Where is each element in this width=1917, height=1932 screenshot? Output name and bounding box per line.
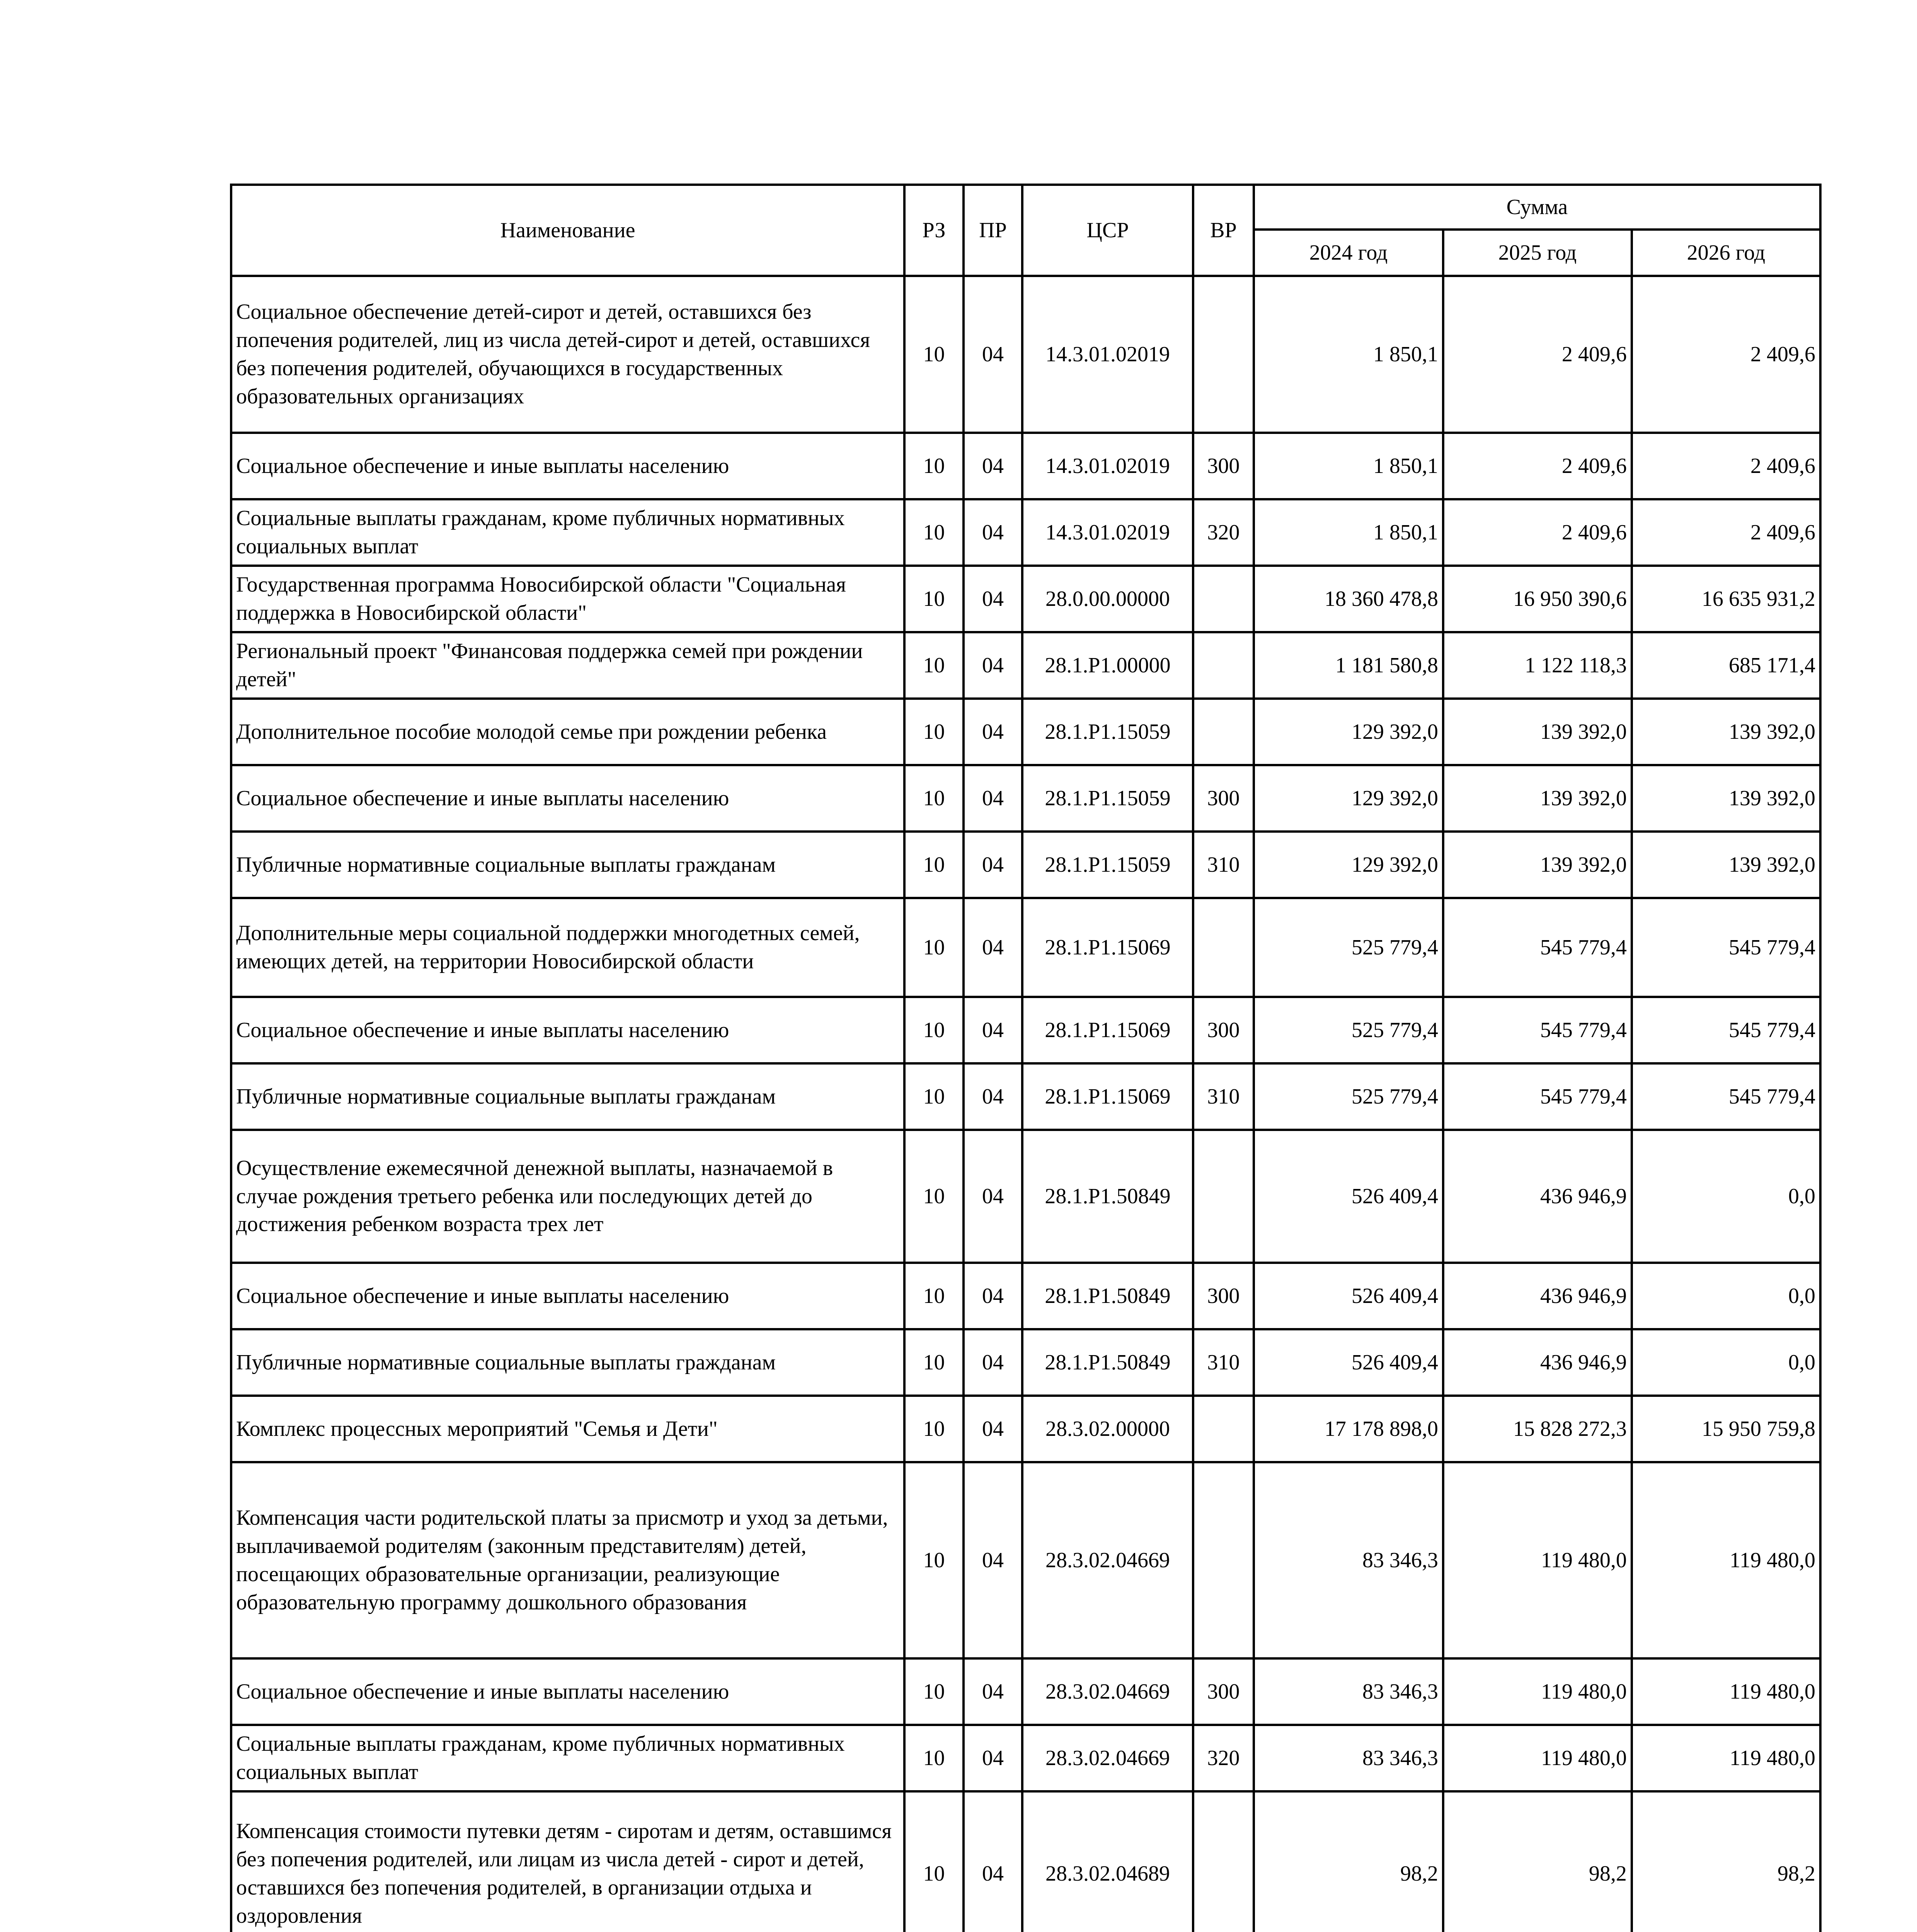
cell-2026: 119 480,0: [1632, 1725, 1820, 1791]
table-row: [231, 499, 1820, 566]
budget-table: [230, 184, 1822, 1932]
cell-2025: 2 409,6: [1443, 276, 1632, 433]
cell-pr: 04: [964, 1791, 1022, 1932]
cell-rz: 10: [904, 1791, 964, 1932]
cell-2025: 2 409,6: [1443, 433, 1632, 499]
cell-name: Компенсация стоимости путевки детям - сиротам и детям, оставшимся без попечения родителей, или лицам из числа детей - сирот и детей, оставшихся без попечения родителей, в организации отдыха и оздоровления: [231, 1791, 904, 1932]
cell-csr: 14.3.01.02019: [1022, 433, 1193, 499]
cell-rz: 10: [904, 1725, 964, 1791]
table-row: [231, 1791, 1820, 1932]
cell-rz: 10: [904, 1130, 964, 1263]
header-vr: ВР: [1193, 185, 1254, 276]
cell-rz: 10: [904, 433, 964, 499]
cell-2026: 2 409,6: [1632, 499, 1820, 566]
cell-pr: 04: [964, 699, 1022, 765]
cell-2024: 129 392,0: [1254, 699, 1443, 765]
cell-2024: 526 409,4: [1254, 1130, 1443, 1263]
cell-2025: 436 946,9: [1443, 1263, 1632, 1329]
cell-name: Компенсация части родительской платы за присмотр и уход за детьми, выплачиваемой родителям (законным представителям) детей, посещающих образовательные организации, реализующие образовательную программу дошкольного образования: [231, 1462, 904, 1658]
cell-2024: 525 779,4: [1254, 898, 1443, 997]
cell-name: Дополнительные меры социальной поддержки многодетных семей, имеющих детей, на территории Новосибирской области: [231, 898, 904, 997]
cell-2026: 0,0: [1632, 1130, 1820, 1263]
cell-pr: 04: [964, 898, 1022, 997]
cell-2024: 83 346,3: [1254, 1658, 1443, 1725]
cell-2026: 119 480,0: [1632, 1462, 1820, 1658]
cell-pr: 04: [964, 566, 1022, 632]
cell-pr: 04: [964, 1462, 1022, 1658]
table-row: [231, 898, 1820, 997]
cell-name: Социальное обеспечение детей-сирот и детей, оставшихся без попечения родителей, лиц из числа детей-сирот и детей, оставшихся без попечения родителей, обучающихся в государственных образовательных организациях: [231, 276, 904, 433]
cell-vr: [1193, 1130, 1254, 1263]
cell-2025: 2 409,6: [1443, 499, 1632, 566]
cell-2024: 526 409,4: [1254, 1263, 1443, 1329]
cell-2026: 0,0: [1632, 1263, 1820, 1329]
table-row: [231, 1658, 1820, 1725]
table-row: [231, 1725, 1820, 1791]
cell-2024: 83 346,3: [1254, 1462, 1443, 1658]
cell-vr: 300: [1193, 433, 1254, 499]
table-row: [231, 1329, 1820, 1396]
cell-2024: 98,2: [1254, 1791, 1443, 1932]
cell-2026: 545 779,4: [1632, 997, 1820, 1063]
cell-2026: 685 171,4: [1632, 632, 1820, 699]
cell-2025: 119 480,0: [1443, 1658, 1632, 1725]
cell-2025: 119 480,0: [1443, 1462, 1632, 1658]
cell-vr: [1193, 276, 1254, 433]
cell-2024: 83 346,3: [1254, 1725, 1443, 1791]
header-rz: РЗ: [904, 185, 964, 276]
header-csr: ЦСР: [1022, 185, 1193, 276]
table-row: [231, 1130, 1820, 1263]
cell-vr: [1193, 566, 1254, 632]
cell-vr: [1193, 1462, 1254, 1658]
header-pr: ПР: [964, 185, 1022, 276]
cell-csr: 28.0.00.00000: [1022, 566, 1193, 632]
table-row: [231, 566, 1820, 632]
cell-name: Социальные выплаты гражданам, кроме публичных нормативных социальных выплат: [231, 1725, 904, 1791]
cell-name: Публичные нормативные социальные выплаты гражданам: [231, 1063, 904, 1130]
cell-rz: 10: [904, 1658, 964, 1725]
cell-pr: 04: [964, 1396, 1022, 1462]
cell-name: Государственная программа Новосибирской области "Социальная поддержка в Новосибирской области": [231, 566, 904, 632]
table-row: [231, 765, 1820, 832]
cell-2025: 139 392,0: [1443, 699, 1632, 765]
cell-csr: 28.1.P1.15059: [1022, 699, 1193, 765]
cell-csr: 28.3.02.00000: [1022, 1396, 1193, 1462]
table-row: [231, 276, 1820, 433]
cell-2026: 98,2: [1632, 1791, 1820, 1932]
table-row: [231, 832, 1820, 898]
cell-csr: 28.3.02.04669: [1022, 1462, 1193, 1658]
cell-pr: 04: [964, 1130, 1022, 1263]
cell-rz: 10: [904, 1462, 964, 1658]
cell-pr: 04: [964, 1725, 1022, 1791]
cell-csr: 28.1.P1.50849: [1022, 1329, 1193, 1396]
cell-name: Дополнительное пособие молодой семье при рождении ребенка: [231, 699, 904, 765]
cell-vr: 300: [1193, 1658, 1254, 1725]
cell-2024: 1 850,1: [1254, 433, 1443, 499]
cell-name: Комплекс процессных мероприятий "Семья и Дети": [231, 1396, 904, 1462]
cell-pr: 04: [964, 433, 1022, 499]
cell-csr: 28.3.02.04669: [1022, 1725, 1193, 1791]
cell-rz: 10: [904, 632, 964, 699]
cell-vr: [1193, 699, 1254, 765]
cell-vr: 310: [1193, 1329, 1254, 1396]
cell-2024: 129 392,0: [1254, 765, 1443, 832]
cell-csr: 28.1.P1.15069: [1022, 1063, 1193, 1130]
cell-vr: 300: [1193, 1263, 1254, 1329]
cell-2024: 525 779,4: [1254, 997, 1443, 1063]
cell-2025: 15 828 272,3: [1443, 1396, 1632, 1462]
table-row: [231, 1063, 1820, 1130]
cell-vr: 300: [1193, 997, 1254, 1063]
cell-vr: [1193, 1396, 1254, 1462]
cell-2024: 1 850,1: [1254, 276, 1443, 433]
cell-rz: 10: [904, 499, 964, 566]
cell-rz: 10: [904, 276, 964, 433]
cell-pr: 04: [964, 832, 1022, 898]
cell-csr: 28.1.P1.50849: [1022, 1263, 1193, 1329]
table-header: [231, 185, 1820, 276]
cell-2025: 119 480,0: [1443, 1725, 1632, 1791]
cell-name: Социальное обеспечение и иные выплаты населению: [231, 1658, 904, 1725]
cell-csr: 28.3.02.04669: [1022, 1658, 1193, 1725]
table-row: [231, 632, 1820, 699]
cell-csr: 28.3.02.04689: [1022, 1791, 1193, 1932]
cell-2025: 436 946,9: [1443, 1329, 1632, 1396]
cell-csr: 28.1.P1.15059: [1022, 765, 1193, 832]
cell-vr: [1193, 632, 1254, 699]
cell-2024: 17 178 898,0: [1254, 1396, 1443, 1462]
cell-rz: 10: [904, 832, 964, 898]
cell-2025: 545 779,4: [1443, 1063, 1632, 1130]
cell-vr: 310: [1193, 1063, 1254, 1130]
cell-vr: 320: [1193, 499, 1254, 566]
cell-2026: 0,0: [1632, 1329, 1820, 1396]
cell-name: Региональный проект "Финансовая поддержка семей при рождении детей": [231, 632, 904, 699]
cell-2026: 119 480,0: [1632, 1658, 1820, 1725]
cell-pr: 04: [964, 632, 1022, 699]
cell-2024: 18 360 478,8: [1254, 566, 1443, 632]
cell-pr: 04: [964, 1658, 1022, 1725]
cell-csr: 28.1.P1.50849: [1022, 1130, 1193, 1263]
cell-2025: 16 950 390,6: [1443, 566, 1632, 632]
cell-pr: 04: [964, 499, 1022, 566]
cell-rz: 10: [904, 1396, 964, 1462]
cell-2025: 545 779,4: [1443, 997, 1632, 1063]
header-year-2026: 2026 год: [1632, 230, 1820, 276]
cell-pr: 04: [964, 1263, 1022, 1329]
header-year-2024: 2024 год: [1254, 230, 1443, 276]
cell-rz: 10: [904, 1063, 964, 1130]
cell-2025: 545 779,4: [1443, 898, 1632, 997]
cell-2024: 525 779,4: [1254, 1063, 1443, 1130]
header-sum: Сумма: [1254, 185, 1820, 230]
cell-2026: 545 779,4: [1632, 1063, 1820, 1130]
cell-pr: 04: [964, 765, 1022, 832]
cell-2024: 1 181 580,8: [1254, 632, 1443, 699]
cell-vr: [1193, 898, 1254, 997]
cell-csr: 28.1.P1.15059: [1022, 832, 1193, 898]
cell-csr: 28.1.P1.15069: [1022, 898, 1193, 997]
cell-csr: 14.3.01.02019: [1022, 499, 1193, 566]
cell-2026: 2 409,6: [1632, 276, 1820, 433]
cell-2025: 139 392,0: [1443, 765, 1632, 832]
cell-2026: 2 409,6: [1632, 433, 1820, 499]
cell-name: Публичные нормативные социальные выплаты гражданам: [231, 1329, 904, 1396]
table-row: [231, 433, 1820, 499]
cell-name: Социальное обеспечение и иные выплаты населению: [231, 765, 904, 832]
cell-rz: 10: [904, 898, 964, 997]
table-body: [231, 276, 1820, 1932]
cell-vr: 320: [1193, 1725, 1254, 1791]
cell-rz: 10: [904, 765, 964, 832]
table-row: [231, 1462, 1820, 1658]
cell-csr: 28.1.P1.00000: [1022, 632, 1193, 699]
cell-pr: 04: [964, 997, 1022, 1063]
cell-2026: 139 392,0: [1632, 832, 1820, 898]
header-year-2025: 2025 год: [1443, 230, 1632, 276]
cell-csr: 28.1.P1.15069: [1022, 997, 1193, 1063]
cell-2026: 545 779,4: [1632, 898, 1820, 997]
cell-2024: 526 409,4: [1254, 1329, 1443, 1396]
cell-vr: [1193, 1791, 1254, 1932]
cell-rz: 10: [904, 566, 964, 632]
cell-csr: 14.3.01.02019: [1022, 276, 1193, 433]
cell-name: Публичные нормативные социальные выплаты гражданам: [231, 832, 904, 898]
table-row: [231, 997, 1820, 1063]
cell-2026: 16 635 931,2: [1632, 566, 1820, 632]
table-row: [231, 699, 1820, 765]
cell-2025: 139 392,0: [1443, 832, 1632, 898]
cell-pr: 04: [964, 1329, 1022, 1396]
cell-2026: 139 392,0: [1632, 699, 1820, 765]
cell-pr: 04: [964, 1063, 1022, 1130]
cell-2026: 139 392,0: [1632, 765, 1820, 832]
cell-name: Социальное обеспечение и иные выплаты населению: [231, 997, 904, 1063]
table-row: [231, 1396, 1820, 1462]
cell-pr: 04: [964, 276, 1022, 433]
cell-2026: 15 950 759,8: [1632, 1396, 1820, 1462]
cell-name: Социальное обеспечение и иные выплаты населению: [231, 433, 904, 499]
cell-rz: 10: [904, 997, 964, 1063]
cell-rz: 10: [904, 1263, 964, 1329]
cell-vr: 300: [1193, 765, 1254, 832]
cell-rz: 10: [904, 699, 964, 765]
cell-2024: 129 392,0: [1254, 832, 1443, 898]
cell-vr: 310: [1193, 832, 1254, 898]
cell-2025: 1 122 118,3: [1443, 632, 1632, 699]
cell-2025: 436 946,9: [1443, 1130, 1632, 1263]
cell-name: Осуществление ежемесячной денежной выплаты, назначаемой в случае рождения третьего ребенка или последующих детей до достижения ребенком возраста трех лет: [231, 1130, 904, 1263]
cell-rz: 10: [904, 1329, 964, 1396]
table-row: [231, 1263, 1820, 1329]
cell-name: Социальные выплаты гражданам, кроме публичных нормативных социальных выплат: [231, 499, 904, 566]
cell-2024: 1 850,1: [1254, 499, 1443, 566]
cell-name: Социальное обеспечение и иные выплаты населению: [231, 1263, 904, 1329]
header-name: Наименование: [231, 185, 904, 276]
cell-2025: 98,2: [1443, 1791, 1632, 1932]
